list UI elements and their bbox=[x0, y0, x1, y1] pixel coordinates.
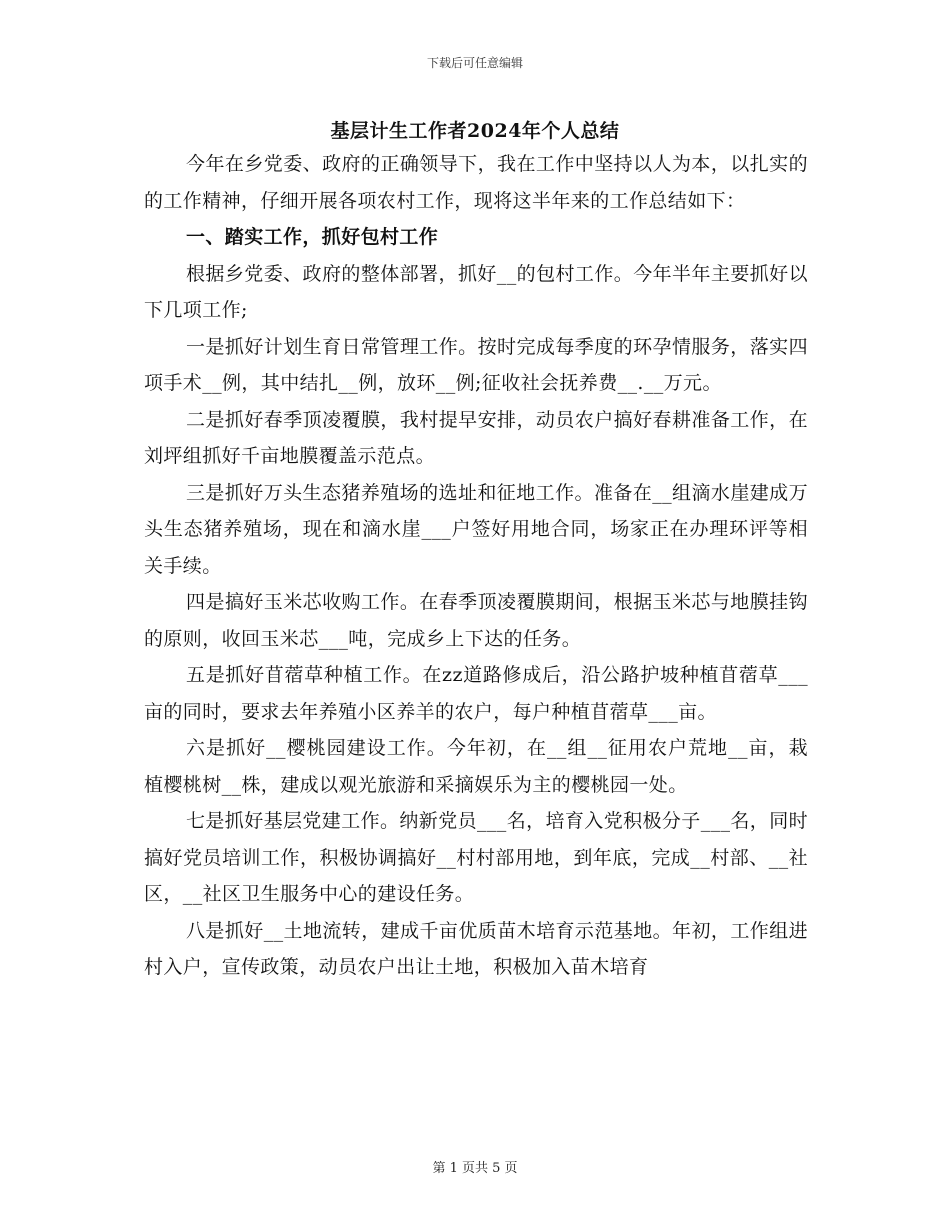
document-body bbox=[144, 146, 808, 986]
paragraph: 三是抓好万头生态猪养殖场的选址和征地工作。准备在__组滴水崖建成万头生态猪养殖场，现在和滴水崖___户签好用地合同，场家正在办理环评等相关手续。 bbox=[144, 481, 808, 577]
paragraph-intro: 今年在乡党委、政府的正确领导下，我在工作中坚持以人为本，以扎实的的工作精神，仔细开展各项农村工作，现将这半年来的工作总结如下： bbox=[144, 153, 808, 212]
paragraph: 五是抓好苜蓿草种植工作。在zz道路修成后，沿公路护坡种植苜蓿草___亩的同时，要求去年养殖小区养羊的农户，每户种植苜蓿草___亩。 bbox=[144, 664, 808, 723]
page-number: 第 1 页共 5 页 bbox=[432, 1161, 518, 1176]
paragraph: 四是搞好玉米芯收购工作。在春季顶凌覆膜期间，根据玉米芯与地膜挂钩的原则，收回玉米芯___吨，完成乡上下达的任务。 bbox=[144, 591, 808, 650]
document-title: 基层计生工作者2024年个人总结 bbox=[330, 120, 620, 142]
paragraph: 八是抓好__土地流转，建成千亩优质苗木培育示范基地。年初，工作组进村入户，宣传政策，动员农户出让土地，积极加入苗木培育 bbox=[144, 919, 808, 978]
paragraph: 二是抓好春季顶凌覆膜，我村提早安排，动员农户搞好春耕准备工作，在刘坪组抓好千亩地膜覆盖示范点。 bbox=[144, 408, 808, 467]
paragraph: 根据乡党委、政府的整体部署，抓好__的包村工作。今年半年主要抓好以下几项工作; bbox=[144, 262, 808, 321]
paragraph: 七是抓好基层党建工作。纳新党员___名，培育入党积极分子___名，同时搞好党员培训工作，积极协调搞好__村村部用地，到年底，完成__村部、__社区，__社区卫生服务中心的建设任务。 bbox=[144, 810, 809, 905]
paragraph: 六是抓好__樱桃园建设工作。今年初，在__组__征用农户荒地__亩，栽植樱桃树__株，建成以观光旅游和采摘娱乐为主的樱桃园一处。 bbox=[144, 737, 808, 796]
download-note: 下载后可任意编辑 bbox=[426, 56, 523, 70]
paragraph: 一是抓好计划生育日常管理工作。按时完成每季度的环孕情服务，落实四项手术__例，其中结扎__例，放环__例;征收社会抚养费__.__万元。 bbox=[144, 335, 808, 394]
section-heading: 一、踏实工作，抓好包村工作 bbox=[186, 226, 439, 248]
